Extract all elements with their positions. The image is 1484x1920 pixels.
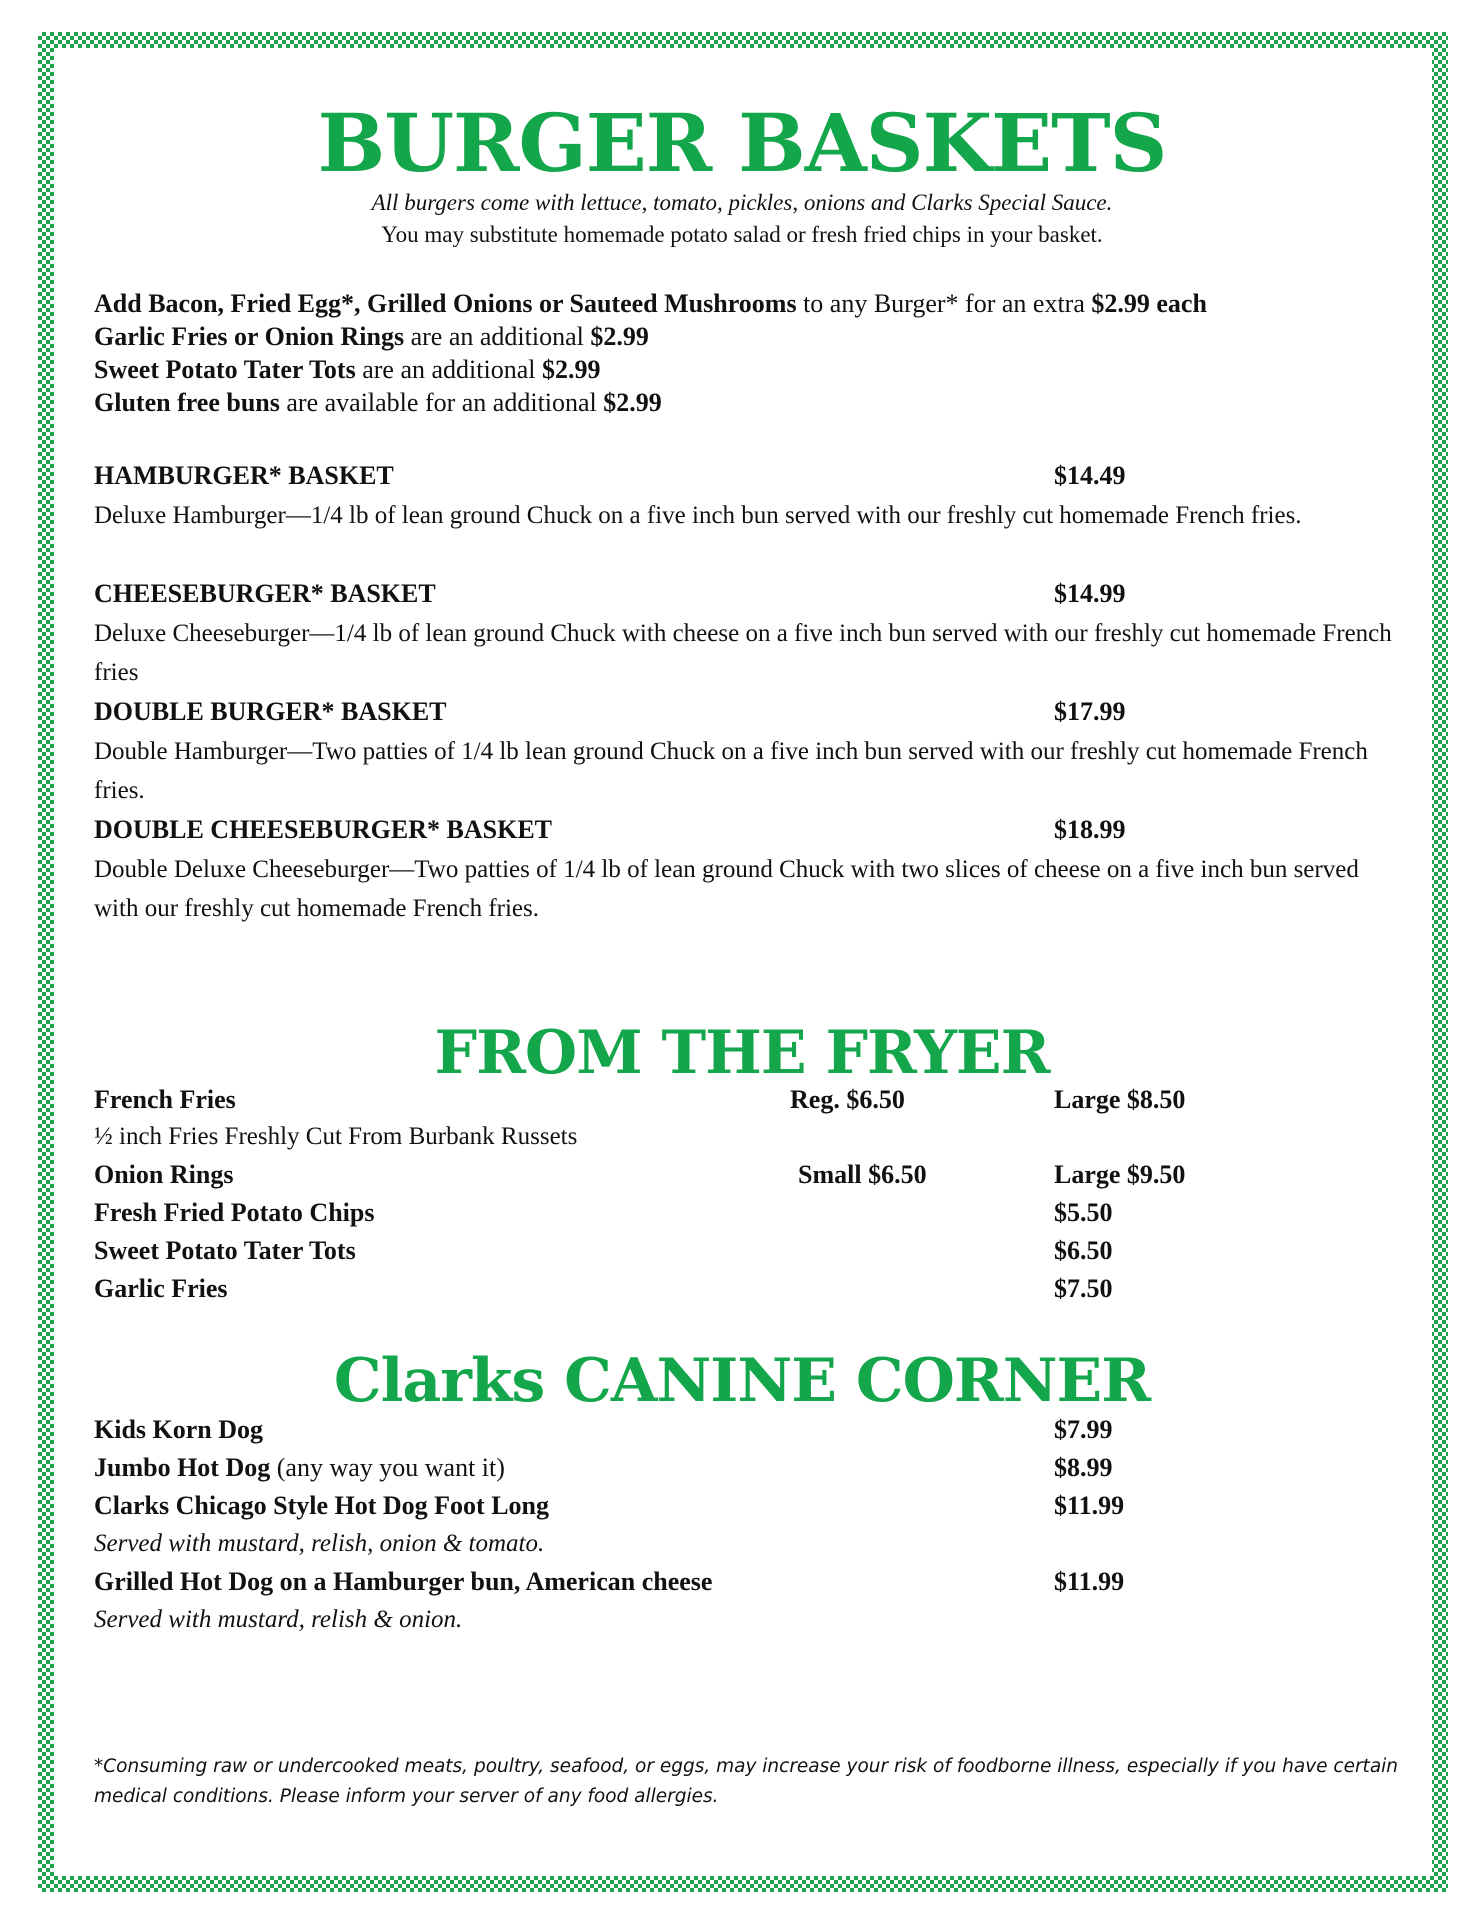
- menu-item-price: $7.50: [1054, 1274, 1113, 1303]
- addon-line: Gluten free buns are available for an additional $2.99: [94, 388, 662, 417]
- menu-item-price: $18.99: [1054, 815, 1126, 844]
- addon-line: Sweet Potato Tater Tots are an additional $2.99: [94, 355, 601, 384]
- menu-item-note: Served with mustard, relish & onion.: [94, 1606, 463, 1633]
- menu-item-price: $5.50: [1054, 1198, 1113, 1227]
- menu-item-price: $8.99: [1054, 1453, 1113, 1482]
- menu-item-price: $6.50: [1054, 1236, 1113, 1265]
- burger-intro-line1: All burgers come with lettuce, tomato, pickles, onions and Clarks Special Sauce.: [371, 190, 1113, 215]
- menu-item-price-large: Large $9.50: [1054, 1160, 1186, 1189]
- addon-line: Add Bacon, Fried Egg*, Grilled Onions or Sauteed Mushrooms to any Burger* for an extra $2.99 each: [94, 289, 1207, 318]
- menu-item-price: $17.99: [1054, 697, 1126, 726]
- menu-item-name: DOUBLE BURGER* BASKET: [94, 697, 447, 726]
- menu-item-description: Double Deluxe Cheeseburger—Two patties of 1/4 lb of lean ground Chuck with two slices of cheese on a five inch bun served with our freshly cut homemade French fries.: [94, 856, 1359, 922]
- menu-item-price: $7.99: [1054, 1415, 1113, 1444]
- menu-item-name: Onion Rings: [94, 1160, 234, 1189]
- menu-item-price-small: Small $6.50: [798, 1160, 927, 1189]
- menu-item-note: Served with mustard, relish, onion & tomato.: [94, 1530, 545, 1557]
- menu-item-name: CHEESEBURGER* BASKET: [94, 579, 436, 608]
- menu-item-note: ½ inch Fries Freshly Cut From Burbank Russets: [94, 1123, 578, 1150]
- menu-item-price-large: Large $8.50: [1054, 1085, 1186, 1114]
- menu-item-name: Garlic Fries: [94, 1274, 228, 1303]
- menu-item-price: $11.99: [1054, 1567, 1125, 1596]
- menu-item-name: French Fries: [94, 1085, 236, 1114]
- canine-corner-title: Clarks CANINE CORNER: [333, 1346, 1151, 1416]
- menu-item-price: $11.99: [1054, 1491, 1125, 1520]
- menu-item-description: Double Hamburger—Two patties of 1/4 lb lean ground Chuck on a five inch bun served with our freshly cut homemade French fries.: [94, 738, 1368, 804]
- menu-item-description: Deluxe Cheeseburger—1/4 lb of lean ground Chuck with cheese on a five inch bun served with our freshly cut homemade French fries: [94, 620, 1392, 686]
- menu-item-price: $14.99: [1054, 579, 1126, 608]
- menu-item-name: Sweet Potato Tater Tots: [94, 1236, 356, 1265]
- menu-item-price-regular: Reg. $6.50: [790, 1085, 905, 1114]
- menu-item-price: $14.49: [1054, 461, 1126, 490]
- addon-line: Garlic Fries or Onion Rings are an additional $2.99: [94, 322, 649, 351]
- food-safety-footnote: *Consuming raw or undercooked meats, poultry, seafood, or eggs, may increase your risk of foodborne illness, especially if you have certain medical conditions. Please inform your server of any food allergies.: [94, 1756, 1399, 1807]
- menu-item-name: Fresh Fried Potato Chips: [94, 1198, 375, 1227]
- menu-item-name: Jumbo Hot Dog (any way you want it): [94, 1453, 505, 1482]
- menu-item-description: Deluxe Hamburger—1/4 lb of lean ground Chuck on a five inch bun served with our freshly cut homemade French fries.: [94, 502, 1302, 529]
- menu-item-name: Grilled Hot Dog on a Hamburger bun, American cheese: [94, 1567, 713, 1596]
- burger-baskets-title: BURGER BASKETS: [317, 96, 1167, 190]
- burger-intro-line2: You may substitute homemade potato salad or fresh fried chips in your basket.: [381, 222, 1103, 247]
- menu-item-name: Clarks Chicago Style Hot Dog Foot Long: [94, 1491, 549, 1520]
- menu-item-name: Kids Korn Dog: [94, 1415, 264, 1444]
- menu-item-name: HAMBURGER* BASKET: [94, 461, 394, 490]
- fryer-title: FROM THE FRYER: [434, 1018, 1050, 1088]
- menu-item-name: DOUBLE CHEESEBURGER* BASKET: [94, 815, 553, 844]
